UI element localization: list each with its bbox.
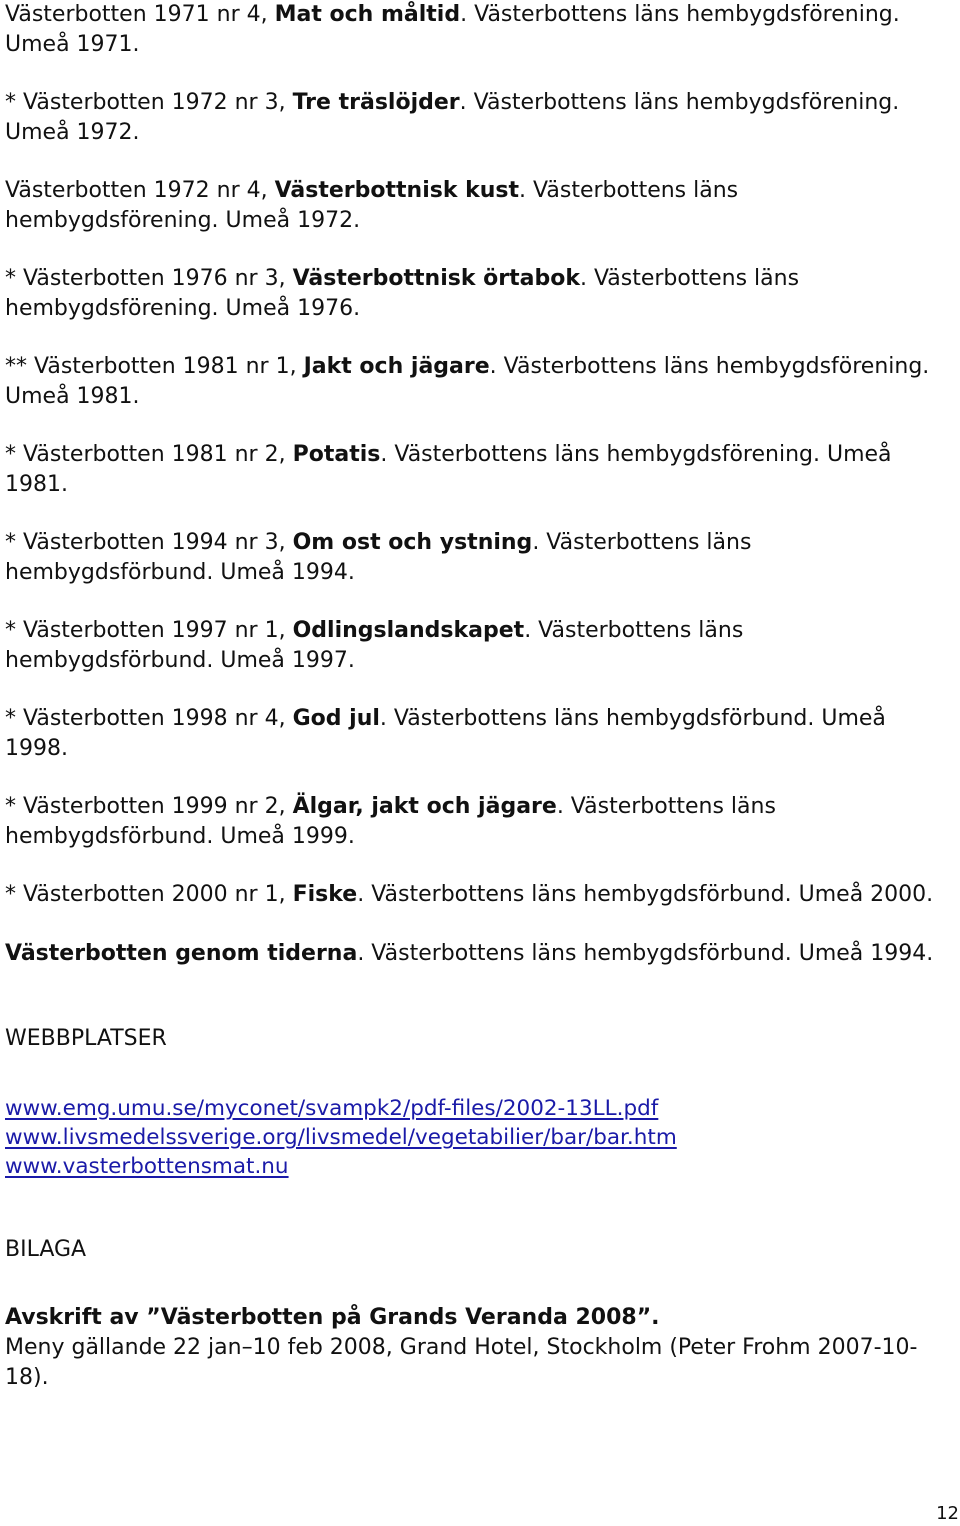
reference-title: Odlingslandskapet xyxy=(292,618,525,643)
website-link[interactable]: www.emg.umu.se/myconet/svampk2/pdf-files/2002-13LL.pdf xyxy=(5,1096,659,1121)
website-link[interactable]: www.livsmedelssverige.org/livsmedel/vegetabilier/bar/bar.htm xyxy=(5,1125,677,1150)
reference-entry xyxy=(5,616,955,675)
reference-suffix: . Västerbottens läns hembygdsförbund. Umeå 2000. xyxy=(357,882,934,907)
reference-entry xyxy=(5,88,955,147)
reference-suffix: . Västerbottens läns hembygdsförening. Umeå 1981. xyxy=(5,442,892,497)
reference-title: Fiske xyxy=(292,882,358,907)
reference-title: Mat och måltid xyxy=(274,2,461,27)
reference-suffix: . Västerbottens läns hembygdsförening. Umeå 1976. xyxy=(5,266,800,321)
reference-suffix: . Västerbottens läns hembygdsförening. Umeå 1971. xyxy=(5,2,900,57)
website-link[interactable]: www.vasterbottensmat.nu xyxy=(5,1154,289,1179)
reference-title: Jakt och jägare xyxy=(303,354,490,379)
reference-prefix: * Västerbotten 1981 nr 2, xyxy=(5,442,293,467)
reference-entry xyxy=(5,264,955,323)
website-links xyxy=(5,1094,955,1181)
reference-title: God jul xyxy=(292,706,380,731)
websites-heading: WEBBPLATSER xyxy=(5,1026,167,1051)
appendix-heading: BILAGA xyxy=(5,1237,87,1262)
reference-entry xyxy=(5,939,955,969)
reference-prefix: * Västerbotten 1999 nr 2, xyxy=(5,794,293,819)
reference-entry xyxy=(5,792,955,851)
reference-entry xyxy=(5,704,955,763)
reference-entry xyxy=(5,0,955,59)
appendix-title: Avskrift av ”Västerbotten på Grands Veranda 2008”. xyxy=(5,1305,660,1330)
appendix-text: Meny gällande 22 jan–10 feb 2008, Grand Hotel, Stockholm (Peter Frohm 2007-10-18). xyxy=(5,1335,918,1390)
reference-prefix: * Västerbotten 2000 nr 1, xyxy=(5,882,293,907)
reference-title: Älgar, jakt och jägare xyxy=(292,794,557,819)
reference-prefix: * Västerbotten 1976 nr 3, xyxy=(5,266,293,291)
reference-prefix: ** Västerbotten 1981 nr 1, xyxy=(5,354,304,379)
reference-prefix: * Västerbotten 1998 nr 4, xyxy=(5,706,293,731)
page-number: 12 xyxy=(936,1503,959,1524)
reference-title: Tre träslöjder xyxy=(292,90,460,115)
reference-suffix: . Västerbottens läns hembygdsförbund. Umeå 1998. xyxy=(5,706,886,761)
reference-prefix: * Västerbotten 1997 nr 1, xyxy=(5,618,293,643)
reference-prefix: Västerbotten 1971 nr 4, xyxy=(5,2,275,27)
reference-prefix: * Västerbotten 1972 nr 3, xyxy=(5,90,293,115)
websites-section xyxy=(5,1024,955,1181)
reference-entry xyxy=(5,176,955,235)
reference-list xyxy=(5,0,955,968)
reference-suffix: . Västerbottens läns hembygdsförening. Umeå 1981. xyxy=(5,354,930,409)
reference-prefix: Västerbotten 1972 nr 4, xyxy=(5,178,275,203)
reference-suffix: . Västerbottens läns hembygdsförbund. Umeå 1997. xyxy=(5,618,744,673)
reference-suffix: . Västerbottens läns hembygdsförening. Umeå 1972. xyxy=(5,178,739,233)
reference-entry xyxy=(5,528,955,587)
document-page xyxy=(5,0,955,1393)
reference-entry xyxy=(5,880,955,910)
reference-title: Om ost och ystning xyxy=(292,530,533,555)
appendix-section xyxy=(5,1235,955,1393)
reference-title: Potatis xyxy=(292,442,381,467)
reference-title: Västerbotten genom tiderna xyxy=(5,940,358,966)
reference-entry xyxy=(5,440,955,499)
reference-suffix: . Västerbottens läns hembygdsförening. Umeå 1972. xyxy=(5,90,900,145)
reference-suffix: . Västerbottens läns hembygdsförbund. Umeå 1999. xyxy=(5,794,776,849)
reference-suffix: . Västerbottens läns hembygdsförbund. Umeå 1994. xyxy=(357,940,934,966)
reference-entry xyxy=(5,352,955,411)
reference-title: Västerbottnisk kust xyxy=(274,178,520,203)
reference-suffix: . Västerbottens läns hembygdsförbund. Umeå 1994. xyxy=(5,530,752,585)
reference-prefix: * Västerbotten 1994 nr 3, xyxy=(5,530,293,555)
reference-title: Västerbottnisk örtabok xyxy=(292,266,580,291)
